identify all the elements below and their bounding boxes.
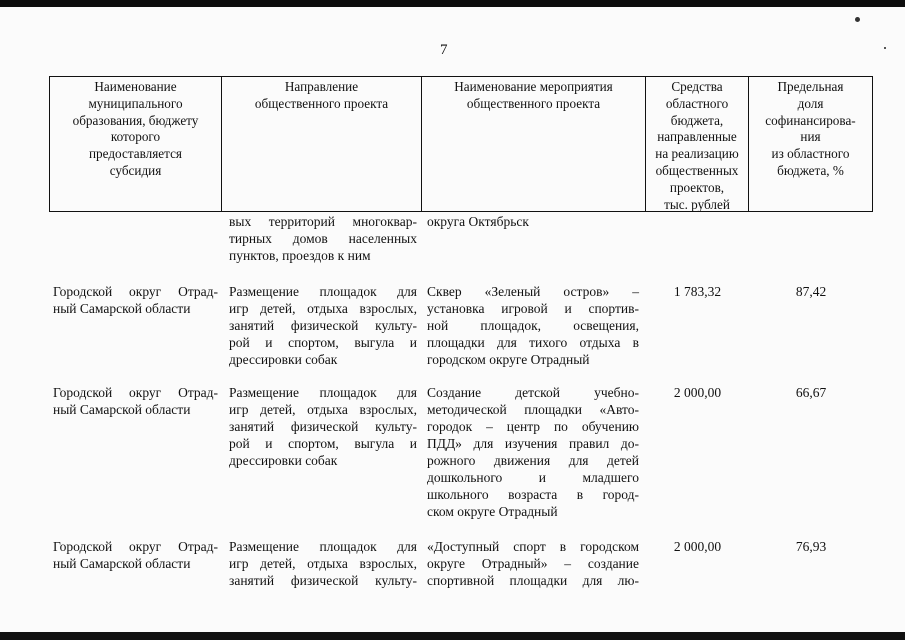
scan-speck	[855, 17, 860, 22]
row-amount: 2 000,00	[673, 539, 722, 554]
row-event: «Доступный спорт в городском округе Отрадный» – создание спортивной площадки для лю-	[427, 539, 639, 588]
header-cofinancing-share: Предельная доля софинансирова- ния из областного бюджета, %	[749, 76, 873, 212]
row-direction: Размещение площадок для игр детей, отдыха взрослых, занятий физической культу- рой и спортом, выгула и дрессировки собак	[229, 284, 417, 367]
continuation-event: округа Октябрьск	[427, 214, 529, 229]
header-budget-amount: Средства областного бюджета, направленные на реализацию общественных проектов, тыс. рублей	[646, 76, 749, 212]
header-event: Наименование мероприятия общественного проекта	[422, 76, 646, 212]
row-share: 87,42	[795, 284, 827, 299]
row-municipality: Городской округ Отрад- ный Самарской области	[53, 284, 218, 316]
header-direction: Направление общественного проекта	[222, 76, 422, 212]
row-amount: 1 783,32	[673, 284, 722, 299]
scan-bottom-border	[0, 632, 905, 640]
scan-speck	[884, 47, 886, 49]
row-event: Сквер «Зеленый остров» – установка игровой и спортив- ной площадок, освещения, площадки для тихого отдыха в городском округе Отрадный	[427, 284, 639, 367]
row-direction: Размещение площадок для игр детей, отдыха взрослых, занятий физической культу- рой и спортом, выгула и дрессировки собак	[229, 385, 417, 468]
page-number: 7	[440, 42, 448, 58]
continuation-direction: вых территорий многоквар- тирных домов населенных пунктов, проездов к ним	[229, 214, 417, 263]
row-direction: Размещение площадок для игр детей, отдыха взрослых, занятий физической культу-	[229, 539, 417, 588]
row-municipality: Городской округ Отрад- ный Самарской области	[53, 385, 218, 417]
scan-top-border	[0, 0, 905, 7]
row-amount: 2 000,00	[673, 385, 722, 400]
row-share: 66,67	[795, 385, 827, 400]
row-event: Создание детской учебно- методической площадки «Авто- городок – центр по обучению ПДД» для изучения правил до- рожного движения для детей дошкольного и младшего школьного возраста в город- ском округе Отрадный	[427, 385, 639, 519]
row-municipality: Городской округ Отрад- ный Самарской области	[53, 539, 218, 571]
header-municipality: Наименование муниципального образования, бюджету которого предоставляется субсидия	[49, 76, 222, 212]
row-share: 76,93	[795, 539, 827, 554]
